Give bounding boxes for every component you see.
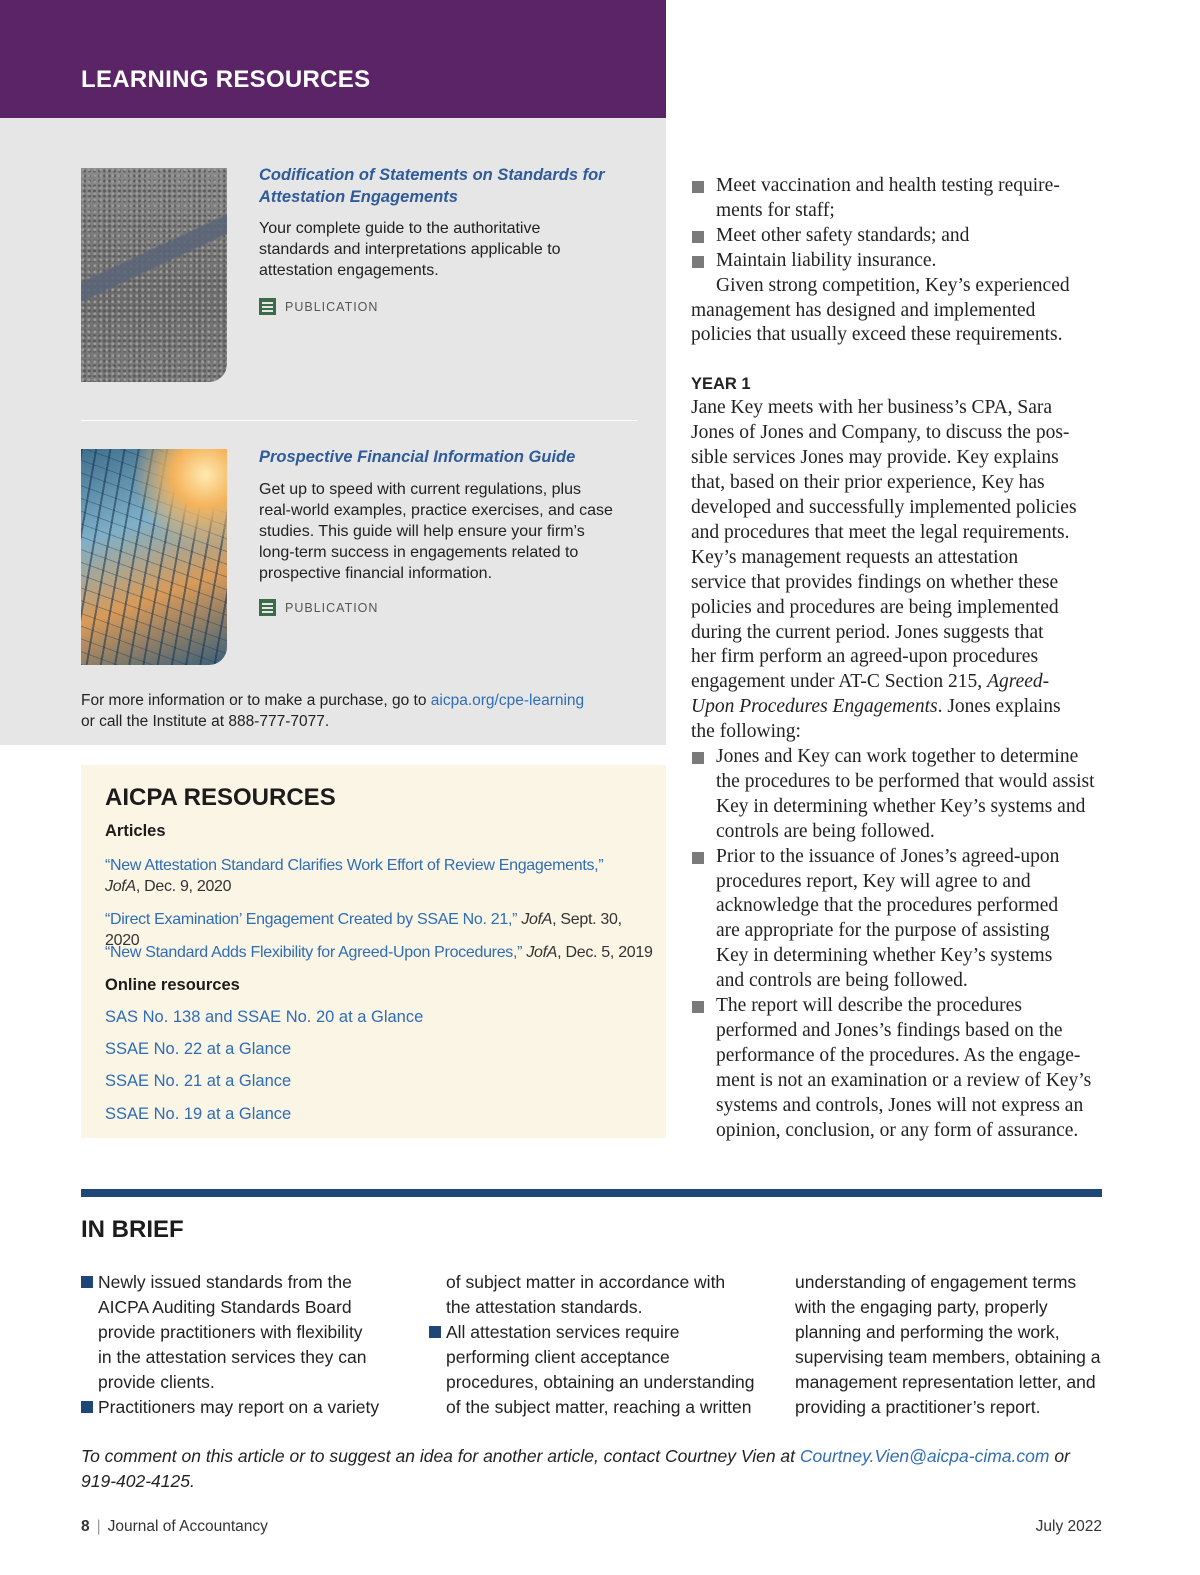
brief-continuation: of subject matter in accordance with the attestation standards. xyxy=(446,1272,726,1317)
aicpa-resources-box xyxy=(81,765,666,1138)
publication-icon xyxy=(259,298,276,315)
articles-heading: Articles xyxy=(105,822,166,840)
article-item[interactable] xyxy=(105,855,660,897)
comment-text: or xyxy=(1049,1446,1070,1466)
article-date: , Dec. 9, 2020 xyxy=(135,878,232,895)
online-resource-link[interactable]: SSAE No. 22 at a Glance xyxy=(105,1040,292,1058)
learning-resources-header xyxy=(0,0,666,118)
brief-bullet: Practitioners may report on a variety xyxy=(81,1395,379,1420)
article-body xyxy=(691,174,1111,1144)
article-item[interactable] xyxy=(105,942,660,963)
publication-desc-2-line: prospective financial information. xyxy=(259,565,493,582)
publication-desc-2-line: studies. This guide will help ensure your firm’s xyxy=(259,523,585,540)
issue-date: July 2022 xyxy=(1035,1518,1102,1535)
publication-title-2[interactable] xyxy=(259,446,619,468)
journal-name: Journal of Accountancy xyxy=(107,1518,268,1535)
footer-text: For more information or to make a purchase, go to xyxy=(81,692,431,709)
publication-desc-1 xyxy=(259,218,629,281)
publication-desc-2-line: real-world examples, practice exercises, and case xyxy=(259,502,613,519)
bullet-item: Meet vaccination and health testing require- ments for staff; xyxy=(691,174,1111,224)
page-number: 8 xyxy=(81,1518,90,1535)
publication-cover-image-2[interactable] xyxy=(81,449,227,665)
bullet-item: Maintain liability insurance. xyxy=(691,249,1111,274)
bullet-item: Prior to the issuance of Jones’s agreed-upon procedures report, Key will agree to and acknowledge that the procedures performed are appropriate for the purpose of assisting Key in determining whether Key’s systems and controls are being followed. xyxy=(691,845,1111,994)
article-link[interactable]: “New Attestation Standard Clarifies Work Effort of Review Engagements,” xyxy=(105,857,604,874)
online-resources-heading: Online resources xyxy=(105,976,240,994)
online-resource-link[interactable]: SAS No. 138 and SSAE No. 20 at a Glance xyxy=(105,1008,424,1026)
publication-desc-1-line: Your complete guide to the authoritative xyxy=(259,220,541,237)
bullet-item: Meet other safety standards; and xyxy=(691,224,1111,249)
publication-desc-2 xyxy=(259,479,629,584)
publication-type-label: PUBLICATION xyxy=(285,600,379,615)
publication-type-1 xyxy=(259,298,378,315)
publication-desc-1-line: standards and interpretations applicable to xyxy=(259,241,561,258)
in-brief-column-1 xyxy=(81,1270,379,1420)
publication-title-1-line1: Codification of Statements on Standards for xyxy=(259,166,605,184)
aicpa-resources-title: AICPA RESOURCES xyxy=(105,784,336,811)
online-resource-link[interactable]: SSAE No. 19 at a Glance xyxy=(105,1105,292,1123)
in-brief-title: IN BRIEF xyxy=(81,1216,184,1243)
bullet-item: The report will describe the procedures performed and Jones’s findings based on the performance of the procedures. As the engage- ment is not an examination or a review of Key’s systems and controls, Jones will not express an opinion, conclusion, or any form of assurance. xyxy=(691,994,1111,1143)
author-email-link[interactable]: Courtney.Vien@aicpa-cima.com xyxy=(799,1446,1050,1466)
learning-resources-title: LEARNING RESOURCES xyxy=(81,66,371,93)
publication-title-1-line2: Attestation Engagements xyxy=(259,188,458,206)
brief-continuation: understanding of engagement terms with the engaging party, properly planning and performing the work, supervising team members, obtaining a management representation letter, and providing a practitioner’s report. xyxy=(795,1272,1101,1417)
publication-type-label: PUBLICATION xyxy=(285,299,379,314)
in-brief-column-2 xyxy=(429,1270,754,1420)
article-date: , Sept. 30, 2020 xyxy=(105,911,622,949)
year-heading: YEAR 1 xyxy=(691,375,751,394)
online-resource-link[interactable]: SSAE No. 21 at a Glance xyxy=(105,1072,292,1090)
publication-type-2 xyxy=(259,599,378,616)
divider xyxy=(81,420,637,421)
article-link[interactable]: “New Standard Adds Flexibility for Agreed-Upon Procedures,” xyxy=(105,944,523,961)
publication-desc-2-line: long-term success in engagements related to xyxy=(259,544,579,561)
publication-icon xyxy=(259,599,276,616)
body-paragraph: Given strong competition, Key’s experienced management has designed and implemented policies that usually exceed these requirements. xyxy=(691,274,1070,346)
publication-desc-1-line: attestation engagements. xyxy=(259,262,439,279)
publication-title-2-line1: Prospective Financial Information Guide xyxy=(259,448,576,466)
learning-resources-footer xyxy=(81,690,641,732)
brief-bullet: All attestation services require performing client acceptance procedures, obtaining an understanding of the subject matter, reaching a written xyxy=(429,1320,754,1420)
publication-title-1[interactable] xyxy=(259,164,619,208)
in-brief-rule xyxy=(81,1189,1102,1197)
aicpa-cpe-learning-link[interactable]: aicpa.org/cpe-learning xyxy=(430,692,585,709)
article-date: , Dec. 5, 2019 xyxy=(557,944,653,961)
publication-desc-2-line: Get up to speed with current regulations, plus xyxy=(259,481,581,498)
body-paragraph: Jane Key meets with her business’s CPA, Sara Jones of Jones and Company, to discuss the pos- sible services Jones may provide. Key explains that, based on their prior experience, Key has developed and successfully implemented policies and procedures that meet the legal requirements. Key’s management requests an attestation service that provides findings on whether these policies and procedures are being implemented during the current period. Jones suggests that her firm perform an agreed-upon procedures engagement under AT-C Section 215, Agreed- Upon Procedures Engagements. Jones explains the following: xyxy=(691,397,1077,743)
article-source: JofA xyxy=(105,878,136,895)
publication-cover-image-1[interactable] xyxy=(81,168,227,382)
article-source: JofA xyxy=(526,944,558,961)
author-phone: 919-402-4125. xyxy=(81,1471,195,1491)
in-brief-column-3 xyxy=(795,1270,1100,1420)
brief-bullet: Newly issued standards from the AICPA Auditing Standards Board provide practitioners with flexibility in the attestation services they can provide clients. xyxy=(81,1270,379,1395)
comment-note xyxy=(81,1444,1081,1494)
article-link[interactable]: “Direct Examination’ Engagement Created by SSAE No. 21,” xyxy=(105,911,518,928)
page-footer: 8 | Journal of Accountancy xyxy=(81,1518,268,1535)
footer-phone-text: or call the Institute at 888-777-7077. xyxy=(81,713,330,730)
bullet-item: Jones and Key can work together to determine the procedures to be performed that would assist Key in determining whether Key’s systems and controls are being followed. xyxy=(691,745,1111,845)
comment-text: To comment on this article or to suggest an idea for another article, contact Courtney Vien at xyxy=(81,1446,800,1466)
article-source: JofA xyxy=(521,911,553,928)
